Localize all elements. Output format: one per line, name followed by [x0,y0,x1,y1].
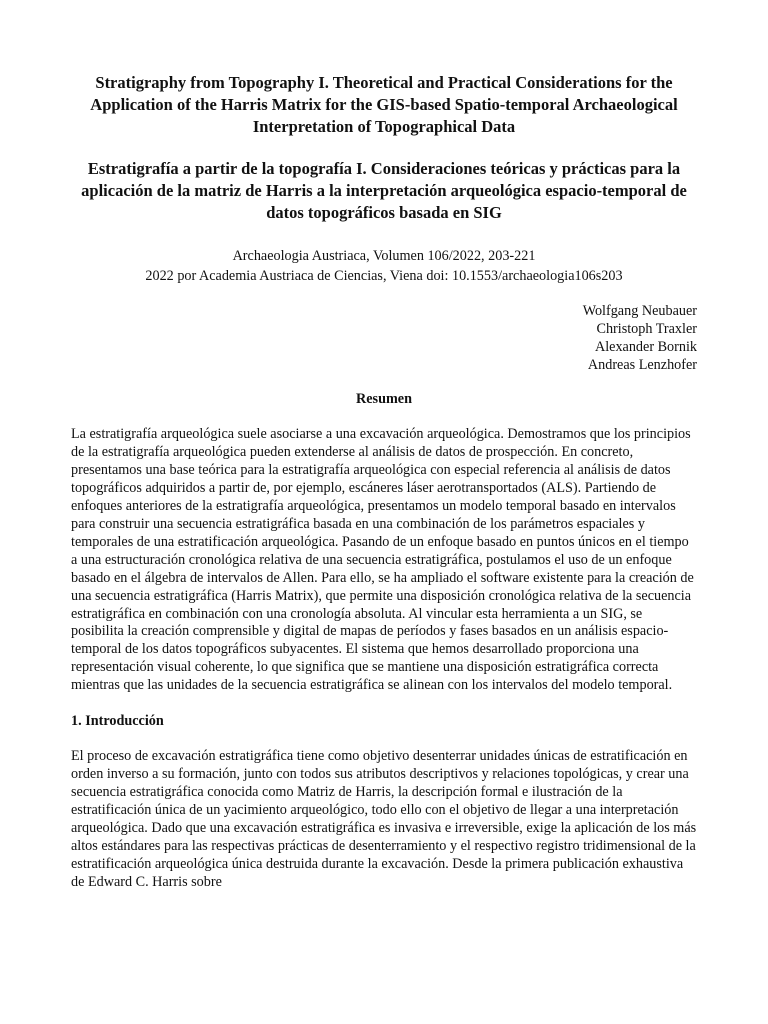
publisher-doi: 2022 por Academia Austriaca de Ciencias, Viena doi: 10.1553/archaeologia106s203 [145,268,623,284]
author-name: Wolfgang Neubauer [582,303,697,319]
title-english: Stratigraphy from Topography I. Theoretical and Practical Considerations for the Application of the Harris Matrix for the GIS-based Spatio-temporal Archaeological Interpretation of Topographical Data [90,73,678,136]
abstract-heading: Resumen [356,391,412,407]
author-name: Andreas Lenzhofer [587,357,697,373]
title-spanish: Estratigrafía a partir de la topografía I. Consideraciones teóricas y prácticas para la aplicación de la matriz de Harris a la interpretación arqueológica espacio-temporal de datos topográficos basada en SIG [81,159,687,222]
abstract-body: La estratigrafía arqueológica suele asociarse a una excavación arqueológica. Demostramos que los principios de la estratigrafía arqueológica pueden extenderse al análisis de datos de prospección. En concreto, presentamos una base teórica para la estratigrafía arqueológica con especial referencia al análisis de datos topográficos adquiridos a partir de, por ejemplo, escáneres láser aerotransportados (ALS). Partiendo de enfoques anteriores de la estratigrafía arqueológica, presentamos un modelo temporal basado en intervalos para construir una secuencia estratigráfica basada en una combinación de los parámetros espaciales y temporales de una estratificación arqueológica. Pasando de un enfoque basado en puntos únicos en el tiempo a una estructuración cronológica relativa de una secuencia estratigráfica, postulamos el uso de un enfoque basado en el álgebra de intervalos de Allen. Para ello, se ha ampliado el software existente para la creación de una secuencia estratigráfica (Harris Matrix), que permite una disposición cronológica relativa de la secuencia estratigráfica en combinación con una cronología absoluta. Al vincular esta herramienta a un SIG, se posibilita la creación comprensible y digital de mapas de períodos y fases basados en un análisis espacio-temporal de los datos topográficos subyacentes. El sistema que hemos desarrollado proporciona una representación visual coherente, lo que significa que se mantiene una disposición estratigráfica correcta mientras que las unidades de la secuencia estratigráfica se alinean con los intervalos del modelo temporal. [71,426,694,694]
section-heading-introduction: 1. Introducción [71,713,164,730]
document-page [71,72,697,906]
journal-citation: Archaeologia Austriaca, Volumen 106/2022, 203-221 [232,248,536,264]
author-list [71,302,697,374]
author-name: Alexander Bornik [594,339,697,355]
publication-info [71,246,697,286]
author-name: Christoph Traxler [596,321,697,337]
introduction-body: El proceso de excavación estratigráfica tiene como objetivo desenterrar unidades únicas de estratificación en orden inverso a su formación, junto con todos sus atributos descriptivos y relaciones topológicas, y crear una secuencia estratigráfica conocida como Matriz de Harris, la descripción formal e ilustración de la estratificación única de un yacimiento arqueológico, todo ello con el objetivo de llegar a una interpretación arqueológica. Dado que una excavación estratigráfica es invasiva e irreversible, exige la aplicación de los más altos estándares para las respectivas prácticas de desenterramiento y el respectivo registro tridimensional de la estratificación arqueológica única destruida durante la excavación. Desde la primera publicación exhaustiva de Edward C. Harris sobre [71,748,697,890]
